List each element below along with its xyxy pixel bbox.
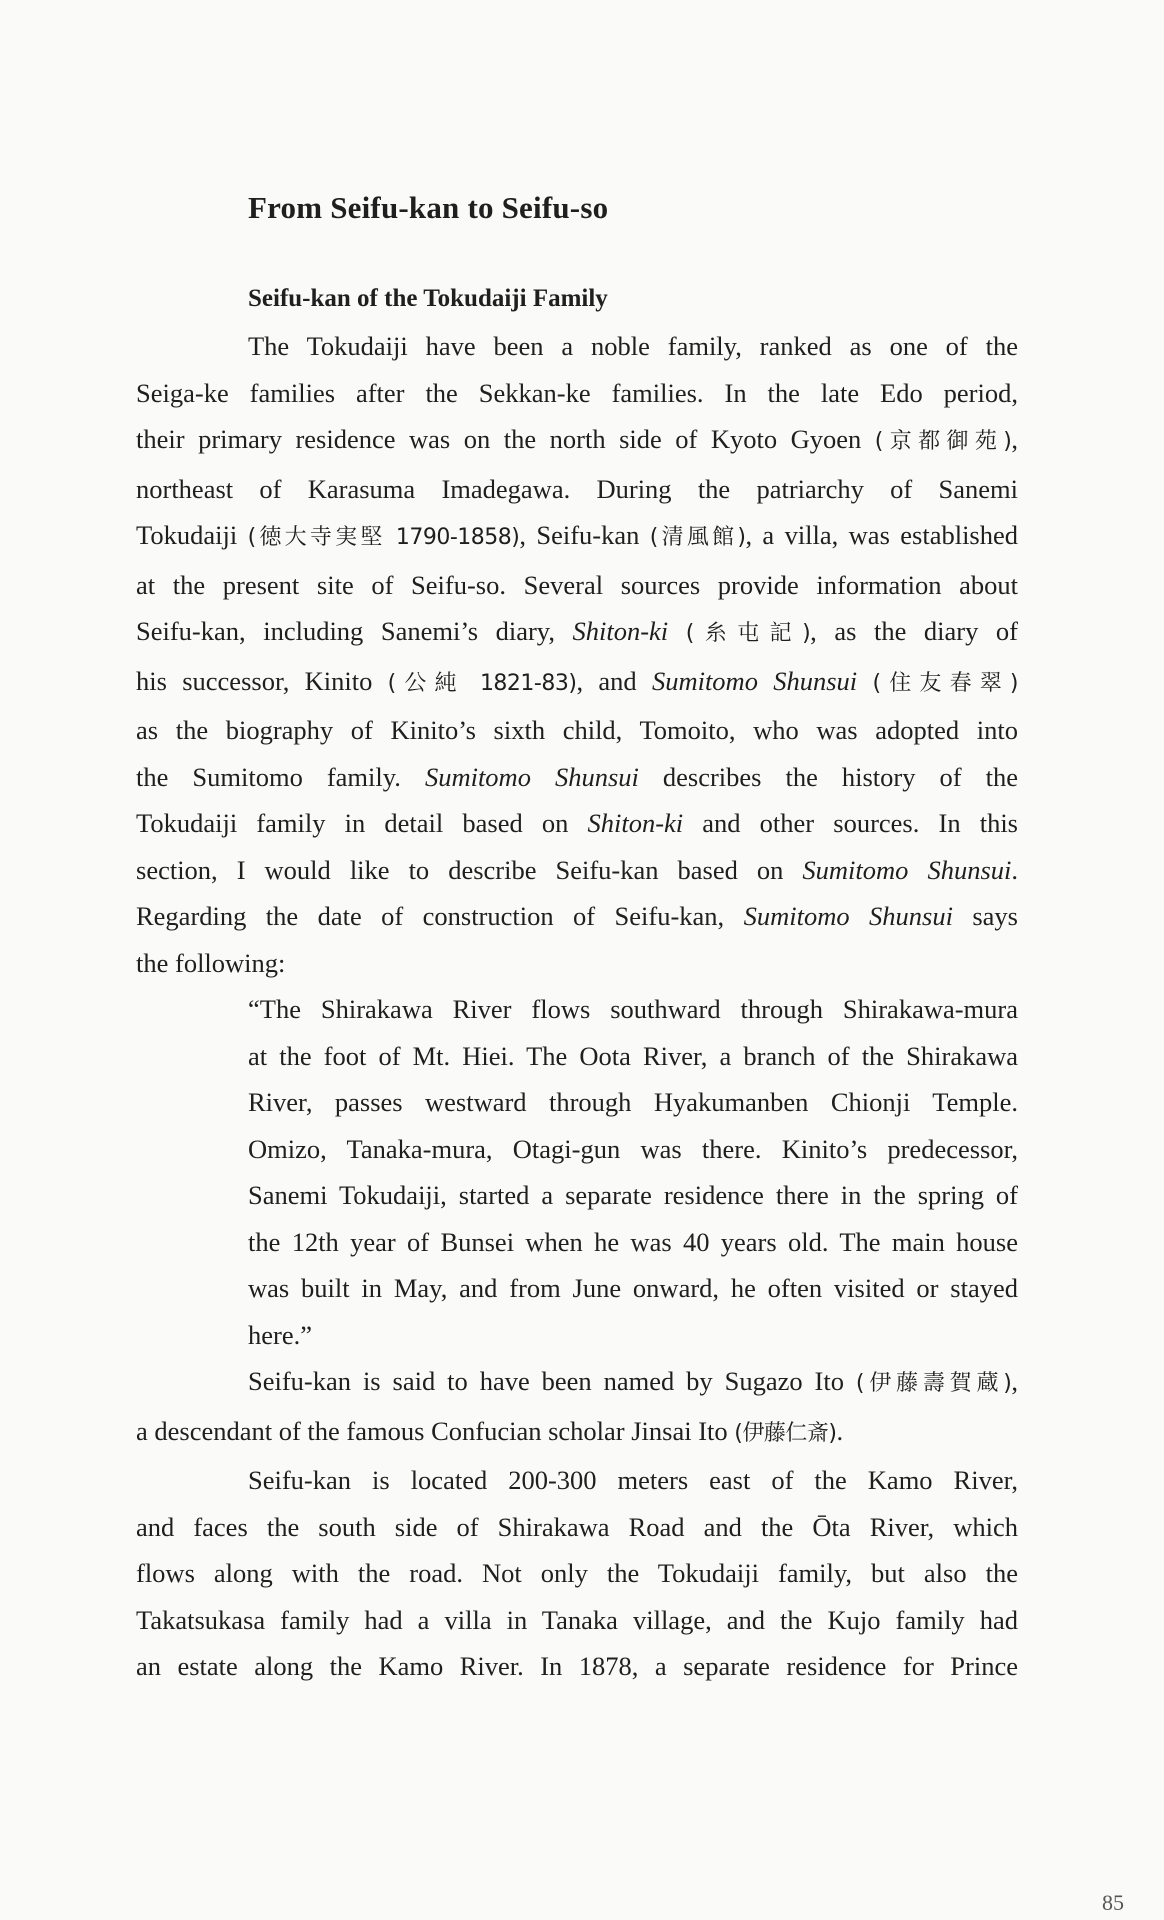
- text-line: their primary residence was on the north side of Kyoto Gyoen (京都御苑),: [136, 424, 1018, 454]
- text-line: Tokudaiji family in detail based on Shiton-ki and other sources. In this: [136, 808, 1018, 838]
- text-line: the Sumitomo family. Sumitomo Shunsui describes the history of the: [136, 761, 1018, 792]
- text-line: and faces the south side of Shirakawa Road and the Ōta River, which: [136, 1511, 1018, 1542]
- body-text: [136, 323, 1018, 1690]
- block-quote: [192, 986, 1018, 1358]
- text-line: Seifu-kan, including Sanemi’s diary, Shiton-ki (糸屯記), as the diary of: [136, 616, 1018, 646]
- section-heading: From Seifu-kan to Seifu-so: [248, 190, 609, 225]
- text-line: Takatsukasa family had a villa in Tanaka village, and the Kujo family had: [136, 1604, 1018, 1635]
- quote-line: was built in May, and from June onward, he often visited or stayed: [248, 1273, 1018, 1303]
- text-line: as the biography of Kinito’s sixth child, Tomoito, who was adopted into: [136, 715, 1018, 745]
- text-line: flows along with the road. Not only the Tokudaiji family, but also the: [136, 1558, 1018, 1588]
- text-line: Seifu-kan is located 200-300 meters east of the Kamo River,: [248, 1465, 1018, 1495]
- quote-line: at the foot of Mt. Hiei. The Oota River, a branch of the Shirakawa: [248, 1040, 1018, 1071]
- text-line: Seifu-kan is said to have been named by Sugazo Ito (伊藤壽賀蔵),: [248, 1366, 1018, 1396]
- quote-line: River, passes westward through Hyakumanben Chionji Temple.: [248, 1087, 1018, 1117]
- text-line: at the present site of Seifu-so. Several sources provide information about: [136, 569, 1018, 600]
- page-number: 85: [1102, 1890, 1124, 1915]
- text-line: The Tokudaiji have been a noble family, ranked as one of the: [248, 331, 1018, 361]
- text-line: section, I would like to describe Seifu-kan based on Sumitomo Shunsui.: [136, 854, 1018, 885]
- subsection-heading: Seifu-kan of the Tokudaiji Family: [248, 285, 608, 312]
- quote-line: “The Shirakawa River flows southward through Shirakawa-mura: [248, 994, 1018, 1024]
- text-line: a descendant of the famous Confucian scholar Jinsai Ito (伊藤仁斎).: [136, 1415, 844, 1446]
- text-line: an estate along the Kamo River. In 1878, a separate residence for Prince: [136, 1651, 1018, 1681]
- text-line: Regarding the date of construction of Seifu-kan, Sumitomo Shunsui says: [136, 901, 1018, 931]
- text-line: Seiga-ke families after the Sekkan-ke families. In the late Edo period,: [136, 377, 1018, 408]
- quote-line: the 12th year of Bunsei when he was 40 years old. The main house: [248, 1226, 1018, 1257]
- text-line: Tokudaiji (徳大寺実堅 1790-1858), Seifu-kan (清風館), a villa, was established: [136, 520, 1018, 550]
- quote-line: here.”: [248, 1319, 312, 1350]
- text-line: his successor, Kinito (公純 1821-83), and Sumitomo Shunsui (住友春翠): [136, 665, 1019, 696]
- text-line: the following:: [136, 947, 286, 978]
- quote-line: Omizo, Tanaka-mura, Otagi-gun was there. Kinito’s predecessor,: [248, 1133, 1018, 1164]
- text-line: northeast of Karasuma Imadegawa. During the patriarchy of Sanemi: [136, 473, 1018, 504]
- quote-line: Sanemi Tokudaiji, started a separate residence there in the spring of: [248, 1180, 1018, 1210]
